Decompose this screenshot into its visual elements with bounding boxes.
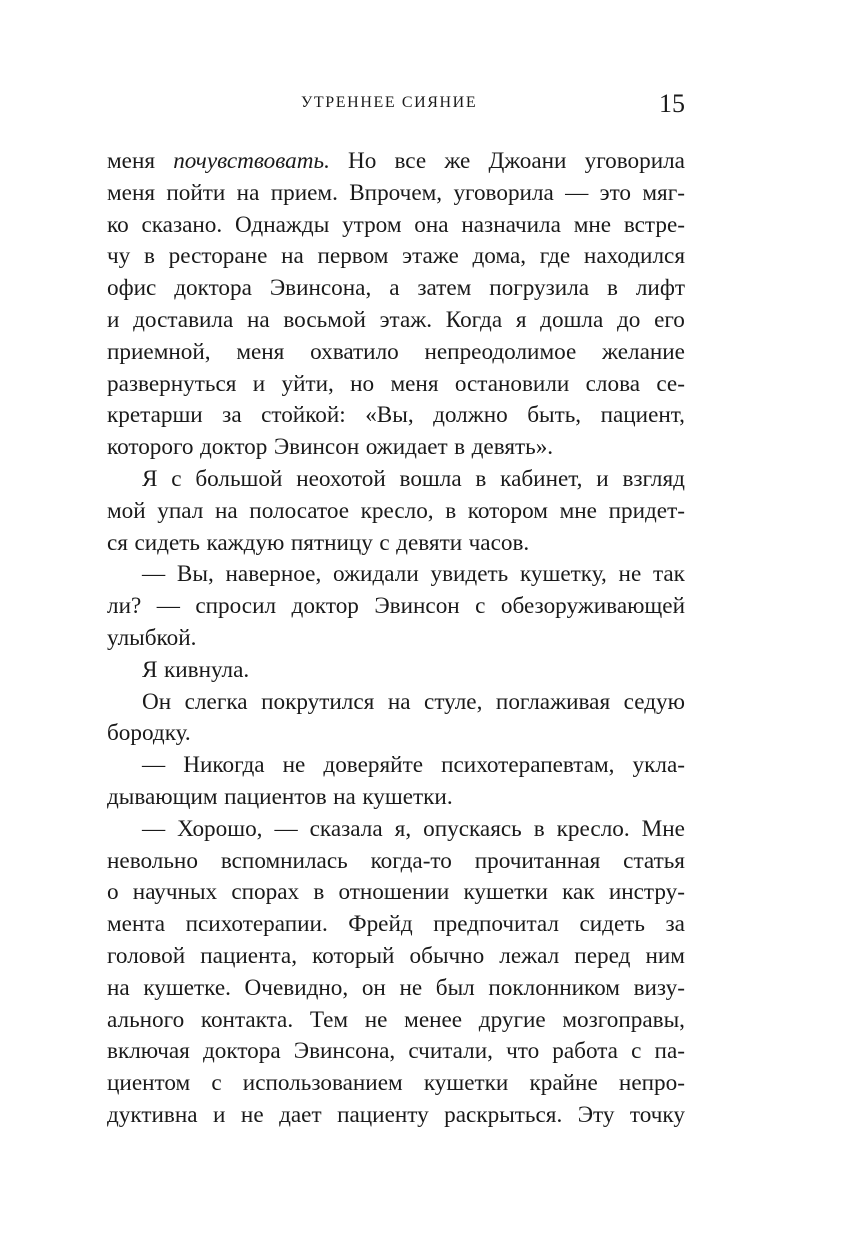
word: спорах <box>231 879 300 906</box>
word: другие <box>478 1006 546 1033</box>
word: который <box>312 942 395 969</box>
word: в <box>445 497 457 524</box>
word: это <box>599 179 632 206</box>
word: он <box>361 974 386 1001</box>
word: па- <box>654 1038 685 1065</box>
word: — <box>142 815 166 842</box>
word: не <box>399 974 423 1001</box>
word: как <box>562 879 595 906</box>
word: Впрочем, <box>349 179 443 206</box>
word: Я <box>142 465 158 492</box>
word: с <box>475 593 486 620</box>
word: стойкой: <box>261 402 346 429</box>
word: я, <box>394 815 412 842</box>
word: каждую <box>206 529 285 556</box>
word: обезоруживающей <box>500 593 685 620</box>
word: на <box>247 306 270 333</box>
word: часов. <box>468 529 530 556</box>
word: этаже <box>402 243 459 270</box>
word: находился <box>583 243 685 270</box>
word: пятницу <box>290 529 373 556</box>
word: Мне <box>641 815 685 842</box>
word: быть, <box>527 402 582 429</box>
word: — <box>274 815 298 842</box>
word: же <box>444 148 471 174</box>
word: дает <box>279 1101 322 1128</box>
text-line <box>107 973 685 1005</box>
word: кабинет, <box>500 465 583 492</box>
word: мне <box>573 211 612 238</box>
word: все <box>394 148 427 174</box>
word: ресторане <box>168 243 268 270</box>
word: кушетку, <box>519 561 607 588</box>
word: ожидали <box>333 561 419 588</box>
text-line <box>107 369 685 401</box>
text-line <box>107 591 685 623</box>
word: визу- <box>633 974 685 1001</box>
word: пациента, <box>200 942 297 969</box>
word: уйти, <box>281 370 334 397</box>
word: где <box>539 243 571 270</box>
word: встре- <box>623 211 685 238</box>
word: почувствовать. <box>173 148 330 174</box>
word: дывающим <box>107 783 218 810</box>
word: должно <box>433 402 508 429</box>
word: уговорила <box>453 179 554 206</box>
text-line <box>107 337 685 369</box>
word: головой <box>107 942 186 969</box>
word: лифт <box>635 275 685 302</box>
word: ожидает <box>365 434 448 461</box>
word: погрузила <box>489 275 590 302</box>
text-line <box>107 1036 685 1068</box>
word: опускаясь <box>423 815 522 842</box>
word: мента <box>107 911 166 938</box>
word: дуктивна <box>107 1101 198 1128</box>
word: увидеть <box>430 561 509 588</box>
word: до <box>616 306 641 333</box>
word: Но <box>348 148 377 174</box>
word: пациент, <box>600 402 685 429</box>
word: дома, <box>472 243 527 270</box>
word: включая <box>107 1038 190 1065</box>
word: утром <box>342 211 402 238</box>
word: слегка <box>184 688 248 715</box>
word: дошла <box>540 306 604 333</box>
word: спросил <box>195 593 277 620</box>
word: большой <box>195 465 283 492</box>
word: укла- <box>632 752 685 779</box>
word: охватило <box>310 338 399 365</box>
word: научных <box>132 879 218 906</box>
word: покрутился <box>261 688 375 715</box>
word: меня <box>236 338 285 365</box>
word: доверяйте <box>323 752 423 779</box>
word: невольно <box>107 847 198 874</box>
word: доктор <box>200 434 268 461</box>
word: — <box>142 561 166 588</box>
word: этаж. <box>379 306 433 333</box>
text-line <box>107 178 685 210</box>
word: на <box>214 497 238 524</box>
word: я <box>515 306 527 333</box>
word: доктор <box>291 593 359 620</box>
text-line <box>107 273 685 305</box>
word: на <box>281 243 304 270</box>
running-head <box>0 89 845 122</box>
word: Вы, <box>176 561 214 588</box>
word: менее <box>404 1006 463 1033</box>
word: сидеть <box>579 911 645 938</box>
word: непреодолимое <box>424 338 577 365</box>
word: за <box>222 402 242 429</box>
word: предпочитал <box>433 911 559 938</box>
text-line <box>107 432 685 464</box>
word: что <box>506 1038 540 1065</box>
text-line <box>107 1068 685 1100</box>
word: с <box>379 529 390 556</box>
word: контакта. <box>200 1006 294 1033</box>
word: Эвинсон <box>273 434 360 461</box>
word: точку <box>629 1101 685 1128</box>
word: перед <box>574 942 631 969</box>
text-line <box>107 400 685 432</box>
word: поглаживая <box>495 688 611 715</box>
word: ним <box>645 942 685 969</box>
word: в <box>475 465 487 492</box>
word: в <box>533 815 545 842</box>
word: инстру- <box>608 879 685 906</box>
word: не <box>282 752 306 779</box>
word: но <box>350 370 375 397</box>
word: кушетки <box>463 879 548 906</box>
word: котором <box>467 497 548 524</box>
text-line <box>107 1100 685 1132</box>
word: вспомнилась <box>220 847 348 874</box>
text-line <box>107 528 685 560</box>
text-line <box>107 559 685 591</box>
page-number: 15 <box>659 89 685 118</box>
word: доставила <box>133 306 234 333</box>
word: меня <box>107 148 156 174</box>
word: придет- <box>608 497 685 524</box>
word: кушетки. <box>362 783 453 810</box>
word: считали, <box>408 1038 493 1065</box>
word: психотерапии. <box>185 911 328 938</box>
text-line <box>107 718 685 750</box>
word: не <box>240 1101 264 1128</box>
text-line <box>107 846 685 878</box>
word: прочитанная <box>474 847 601 874</box>
running-title: УТРЕННЕЕ СИЯНИЕ <box>301 94 478 111</box>
word: ли? <box>107 593 142 620</box>
word: на <box>107 974 130 1001</box>
word: ся <box>107 529 128 556</box>
word: мозгоправы, <box>562 1006 685 1033</box>
word: отношении <box>338 879 450 906</box>
word: Когда <box>445 306 503 333</box>
word: так <box>652 561 685 588</box>
word: развернуться <box>107 370 237 397</box>
word: с <box>211 1070 222 1097</box>
text-line <box>107 750 685 782</box>
word: о <box>107 879 119 906</box>
word: лежал <box>499 942 560 969</box>
word: пойти <box>166 179 226 206</box>
text-line <box>107 496 685 528</box>
word: не <box>364 1006 388 1033</box>
word: девяти <box>396 529 463 556</box>
text-line <box>107 464 685 496</box>
word: неохотой <box>296 465 386 492</box>
text-line <box>107 146 685 178</box>
word: — <box>565 179 589 206</box>
word: психотерапевтам, <box>441 752 615 779</box>
word: с <box>631 1038 642 1065</box>
text-line <box>107 877 685 909</box>
word: мяг- <box>642 179 685 206</box>
word: офис <box>107 275 157 302</box>
word: сказано. <box>141 211 223 238</box>
word: за <box>665 911 685 938</box>
word: Никогда <box>183 752 265 779</box>
word: доктора <box>202 1038 281 1065</box>
word: кресло, <box>360 497 434 524</box>
word: се- <box>656 370 685 397</box>
word: и <box>252 370 266 397</box>
word: приемной, <box>107 338 211 365</box>
word: Однажды <box>234 211 330 238</box>
word: пациенту <box>337 1101 429 1128</box>
text-line <box>107 687 685 719</box>
text-line <box>107 623 685 655</box>
word: слова <box>585 370 641 397</box>
text-line <box>107 655 685 687</box>
word: ального <box>107 1006 185 1033</box>
word: Эту <box>577 1101 615 1128</box>
word: Фрейд <box>348 911 413 938</box>
word: полосатое <box>249 497 349 524</box>
word: кресло. <box>556 815 630 842</box>
word: раскрыться. <box>444 1101 563 1128</box>
word: назначила <box>461 211 561 238</box>
word: работа <box>552 1038 618 1065</box>
word: обычно <box>409 942 485 969</box>
word: использованием <box>242 1070 403 1097</box>
word: и <box>596 465 609 492</box>
word: кушетке. <box>143 974 231 1001</box>
word: когда-то <box>370 847 452 874</box>
word: Очевидно, <box>244 974 349 1001</box>
text-line <box>107 909 685 941</box>
word: восьмой <box>283 306 366 333</box>
word: на <box>333 783 356 810</box>
word: чу <box>107 243 131 270</box>
word: в <box>606 275 618 302</box>
word: затем <box>417 275 472 302</box>
word: мне <box>559 497 597 524</box>
word: и <box>213 1101 226 1128</box>
word: его <box>654 306 685 333</box>
word: упал <box>157 497 204 524</box>
word: улыбкой. <box>107 624 197 651</box>
word: — <box>156 593 180 620</box>
word: седую <box>623 688 685 715</box>
word: меня <box>107 179 156 206</box>
word: Эвинсон <box>374 593 460 620</box>
word: которого <box>107 434 194 461</box>
word: был <box>435 974 475 1001</box>
text-line <box>107 305 685 337</box>
word: циентом <box>107 1070 191 1097</box>
word: она <box>414 211 449 238</box>
word: меня <box>390 370 439 397</box>
word: а <box>389 275 400 302</box>
word: кретарши <box>107 402 203 429</box>
word: бородку. <box>107 720 191 747</box>
word: девять». <box>471 434 554 461</box>
word: взгляд <box>622 465 685 492</box>
word: и <box>107 306 120 333</box>
word: Хорошо, <box>177 815 263 842</box>
word: в <box>313 879 325 906</box>
text-line <box>107 814 685 846</box>
word: вошла <box>399 465 462 492</box>
word: наверное, <box>225 561 322 588</box>
word: сказала <box>309 815 383 842</box>
word: Джоани <box>488 148 567 174</box>
word: Я <box>142 656 158 683</box>
word: уговорила <box>584 148 685 174</box>
word: ко <box>107 211 129 238</box>
text-line <box>107 1005 685 1037</box>
text-line <box>107 782 685 814</box>
word: непро- <box>618 1070 685 1097</box>
text-line <box>107 210 685 242</box>
word: в <box>454 434 466 461</box>
word: мой <box>107 497 146 524</box>
word: в <box>143 243 155 270</box>
text-line <box>107 941 685 973</box>
body-text <box>107 146 685 1132</box>
word: не <box>618 561 642 588</box>
word: — <box>142 752 166 779</box>
word: остановили <box>454 370 570 397</box>
word: Эвинсона, <box>293 1038 396 1065</box>
word: поклонником <box>488 974 620 1001</box>
word: прием. <box>270 179 338 206</box>
word: на <box>387 688 411 715</box>
word: Тем <box>309 1006 349 1033</box>
word: сидеть <box>134 529 200 556</box>
word: кушетки <box>423 1070 509 1097</box>
word: «Вы, <box>365 402 414 429</box>
word: на <box>236 179 260 206</box>
word: с <box>171 465 182 492</box>
word: статья <box>623 847 685 874</box>
word: доктора <box>174 275 252 302</box>
word: первом <box>317 243 389 270</box>
word: крайне <box>529 1070 598 1097</box>
word: желание <box>602 338 685 365</box>
word: пациентов <box>224 783 327 810</box>
text-line <box>107 241 685 273</box>
word: стуле, <box>424 688 483 715</box>
word: кивнула. <box>163 656 250 683</box>
word: Он <box>142 688 172 715</box>
word: Эвинсона, <box>269 275 372 302</box>
